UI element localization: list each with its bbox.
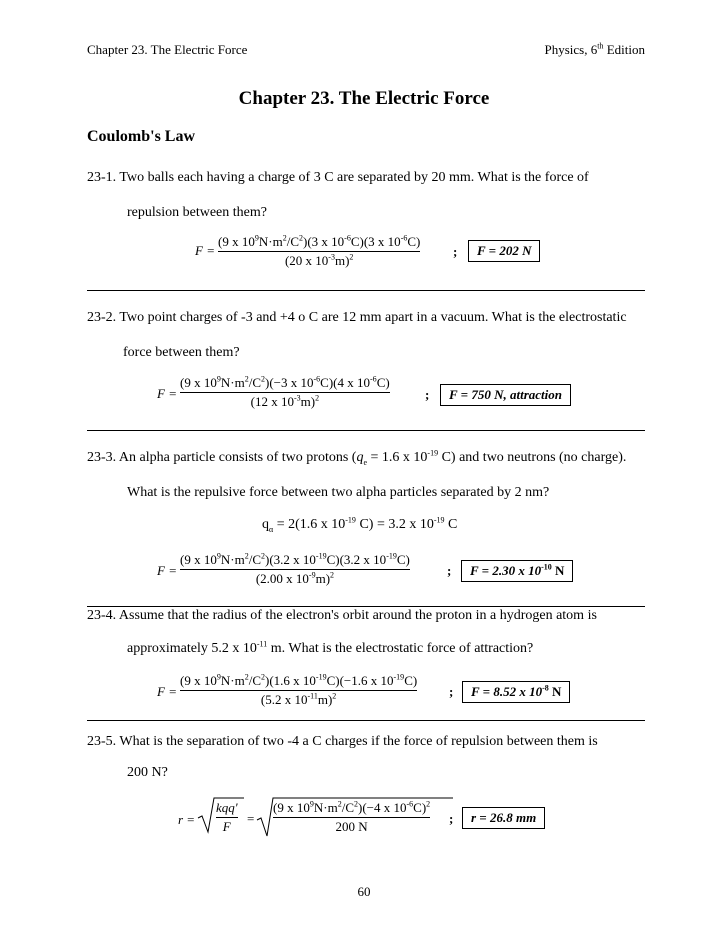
divider <box>87 290 645 291</box>
equation-lhs: F = <box>157 563 177 578</box>
equation-lhs: F = <box>195 243 215 258</box>
answer-box-23-2: F = 750 N, attraction <box>440 384 571 406</box>
problem-23-5-question-line2: 200 N? <box>127 765 168 780</box>
equation-lhs: F = <box>157 684 177 699</box>
divider <box>87 720 645 721</box>
answer-box-23-1: F = 202 N <box>468 240 540 262</box>
answer-box-23-4: F = 8.52 x $10^{-8}$ N <box>462 681 570 703</box>
problem-23-4-question-line2: approximately 5.2 x $10^{-11}$ m. What is the electrostatic force of attraction? <box>127 639 534 656</box>
problem-23-4-question-line1: 23-4. Assume that the radius of the electron's orbit around the proton in a hydrogen atom is <box>87 608 597 623</box>
equation-lhs: r = <box>178 812 196 827</box>
alpha-charge-equation: $q_\alpha = 2(1.6$ x $10^{-19}$ C) = 3.2 x $10^{-19}$ C <box>262 515 458 534</box>
problem-23-1-question-line1: 23-1. Two balls each having a charge of 3 C are separated by 20 mm. What is the force of <box>87 170 589 185</box>
page-title: Chapter 23. The Electric Force <box>238 88 490 109</box>
running-header-left: Chapter 23. The Electric Force <box>87 42 248 57</box>
equation-lhs: F = <box>157 386 177 401</box>
answer-box-23-5: r = 26.8 mm <box>462 807 545 829</box>
problem-23-3-question-line2: What is the repulsive force between two alpha particles separated by 2 nm? <box>127 485 550 500</box>
equation-fraction-kqq-over-f: kqq' F <box>216 800 238 834</box>
problem-23-1-question-line2: repulsion between them? <box>127 205 267 220</box>
problem-23-5-question-line1: 23-5. What is the separation of two -4 a C charges if the force of repulsion between them is <box>87 734 598 749</box>
running-header-right: Physics, 6th Edition <box>544 41 645 57</box>
section-heading: Coulomb's Law <box>87 128 196 145</box>
problem-23-3-question-line1: 23-3. An alpha particle consists of two protons ($q_e = 1.6$ x $10^{-19}$ C) and two neutrons (no charge). <box>87 448 627 467</box>
equation-fraction-23-2: (9 x $10^9N\cdot m^2/C^2)(-3$ x $10^{-6}C)(4$ x $10^{-6}C$) (12 x $10^{-3}m)^2$ <box>180 374 390 409</box>
equation-fraction-23-3: (9 x $10^9N\cdot m^2/C^2)(3.2$ x $10^{-19}C)(3.2$ x $10^{-19}C$) (2.00 x $10^{-9}m)^2$ <box>180 551 410 586</box>
page-number: 60 <box>357 884 371 899</box>
equation-fraction-23-4: (9 x $10^9N\cdot m^2/C^2)(1.6$ x $10^{-19}C)(-1.6$ x $10^{-19}C$) (5.2 x $10^{-11}m)^2$ <box>180 672 418 707</box>
equation-fraction-23-1: (9 x $10^9N\cdot m^2/C^2)(3$ x $10^{-6}C)(3$ x $10^{-6}C$) (20 x $10^{-3}m)^2$ <box>218 233 421 268</box>
equation-fraction-23-5: (9 x $10^9N\cdot m^2/C^2)(-4$ x $10^{-6}C)^2$ 200 N <box>273 799 431 834</box>
answer-box-23-3: F = 2.30 x $10^{-10}$ N <box>461 560 573 582</box>
divider <box>87 606 645 607</box>
problem-23-2-question-line1: 23-2. Two point charges of -3 and +4 o C are 12 mm apart in a vacuum. What is the electrostatic <box>87 310 627 325</box>
divider <box>87 430 645 431</box>
problem-23-2-question-line2: force between them? <box>123 345 240 360</box>
